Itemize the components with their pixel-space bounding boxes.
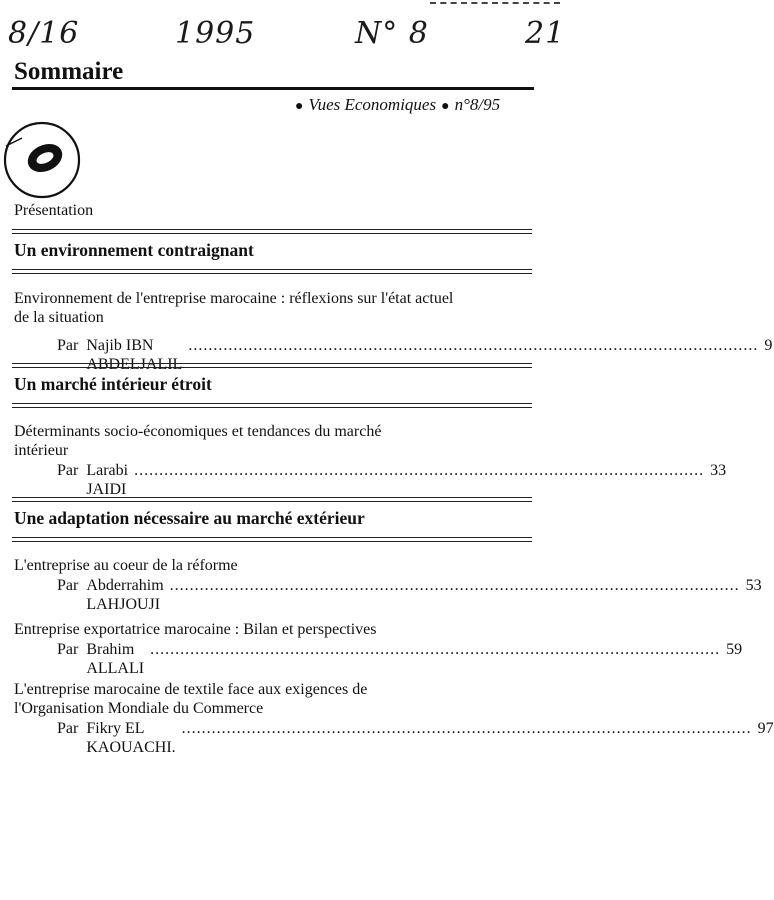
author-prefix: Par [57, 337, 79, 354]
handwritten-issue: N° 8 [355, 16, 429, 51]
bullet-icon: ● [295, 99, 304, 114]
section-divider [12, 403, 532, 408]
entry-byline [57, 719, 774, 757]
toc-entry[interactable] [14, 422, 727, 499]
author-name: Brahim ALLALI [86, 641, 145, 677]
leader-dots: .................................................................................................................. [188, 337, 759, 354]
section-title: Une adaptation nécessaire au marché extérieur [14, 508, 365, 528]
leader-dots: .................................................................................................................. [169, 577, 740, 594]
page-number: 33 [710, 462, 727, 479]
entry-title-line: L'entreprise au coeur de la réforme [14, 557, 238, 574]
section-header [12, 229, 532, 274]
handwritten-reference: 8/16 [8, 16, 80, 51]
page-number: 9 [764, 337, 773, 354]
section-title: Un environnement contraignant [14, 240, 254, 260]
handwritten-year: 1995 [175, 16, 256, 51]
leader-dots: .................................................................................................................. [134, 462, 705, 479]
section-divider [12, 537, 532, 542]
leader-dots: .................................................................................................................. [181, 720, 752, 737]
page-edge-mark [430, 2, 560, 7]
entry-title-line: L'entreprise marocaine de textile face aux exigences de [14, 681, 368, 698]
handwritten-count: 21 [525, 16, 566, 51]
presentation-link[interactable]: Présentation [14, 202, 94, 219]
author-name: Fikry EL KAOUACHI. [86, 720, 176, 756]
author-prefix: Par [57, 577, 79, 594]
leader-dots: .................................................................................................................. [150, 641, 721, 658]
page-title: Sommaire [14, 58, 124, 85]
author-prefix: Par [57, 462, 79, 479]
page-number: 53 [745, 577, 762, 594]
journal-name: Vues Economiques [308, 95, 437, 114]
section-title: Un marché intérieur étroit [14, 374, 212, 394]
author-name: Najib IBN ABDELJALIL [86, 337, 183, 373]
circular-stamp-icon [0, 118, 84, 202]
issue-number: n°8/95 [454, 95, 501, 114]
author-name: Abderrahim LAHJOUJI [86, 577, 164, 613]
section-header [12, 497, 532, 542]
author-prefix: Par [57, 720, 79, 737]
entry-title-line: Environnement de l'entreprise marocaine : réflexions sur l'état actuel [14, 290, 454, 307]
entry-title-line: Entreprise exportatrice marocaine : Bilan et perspectives [14, 621, 377, 638]
section-divider [12, 269, 532, 274]
entry-byline [57, 640, 743, 678]
toc-entry[interactable] [14, 620, 743, 678]
toc-entry[interactable] [14, 289, 773, 374]
entry-title-line: Déterminants socio-économiques et tendances du marché [14, 423, 382, 440]
page-number: 97 [757, 720, 774, 737]
page-number: 59 [726, 641, 743, 658]
masthead [290, 95, 500, 115]
entry-byline [57, 576, 762, 614]
section-header [12, 363, 532, 408]
toc-entry[interactable] [14, 556, 762, 614]
title-rule [12, 87, 534, 90]
author-name: Larabi JAIDI [86, 462, 129, 498]
entry-title-line: intérieur [14, 442, 69, 459]
author-prefix: Par [57, 641, 79, 658]
entry-title-line: de la situation [14, 309, 104, 326]
entry-byline [57, 461, 727, 499]
entry-title-line: l'Organisation Mondiale du Commerce [14, 700, 264, 717]
bullet-icon: ● [441, 99, 450, 114]
toc-entry[interactable] [14, 680, 774, 757]
